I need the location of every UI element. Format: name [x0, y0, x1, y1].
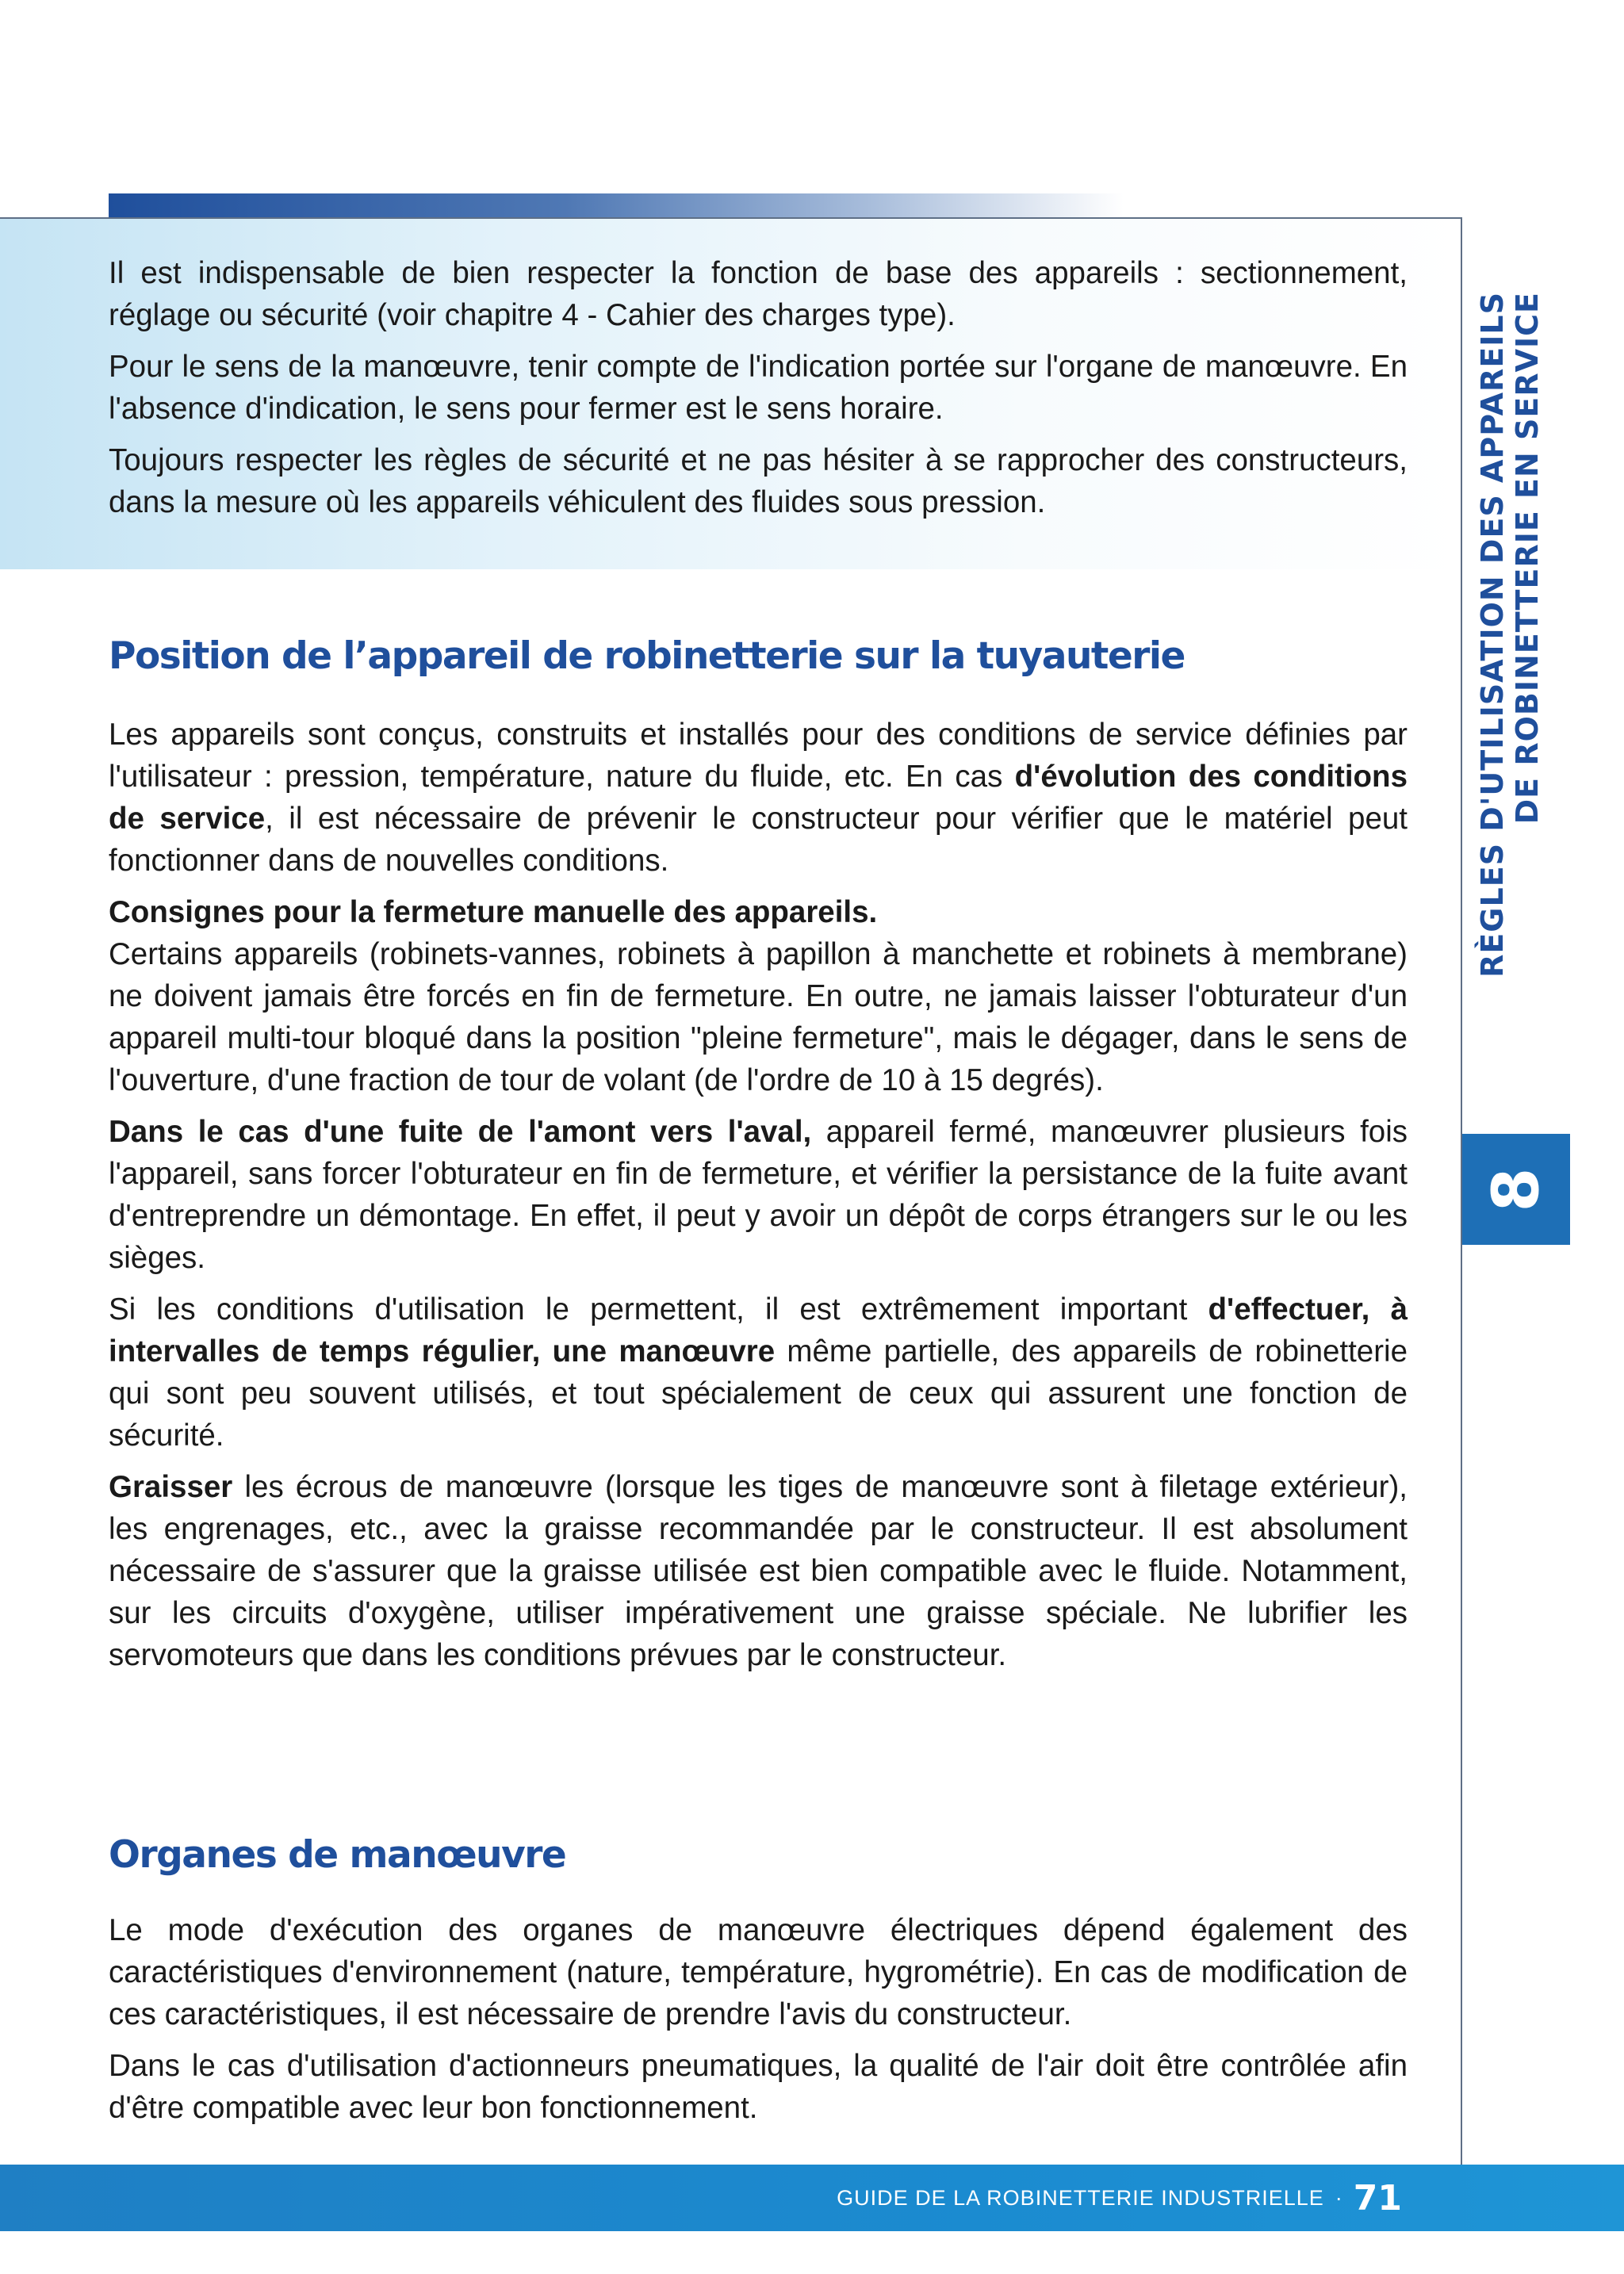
organes-paragraph-2: Dans le cas d'utilisation d'actionneurs pneumatiques, la qualité de l'air doit être contrôlée afin d'être compatible avec leur bon fonctionnement.	[109, 2049, 1408, 2125]
consignes-title: Consignes pour la fermeture manuelle des appareils.	[109, 895, 878, 929]
section-organes	[109, 1833, 1408, 1877]
footer-text	[837, 2165, 1402, 2231]
footer-bar	[0, 2165, 1624, 2231]
graisser-paragraph: Graisser les écrous de manœuvre (lorsque les tiges de manœuvre sont à filetage extérieur), les engrenages, etc., avec la graisse recommandée par le constructeur. Il est absolument nécessaire de s'assurer que la graisse utilisée est bien compatible avec le fluide. Notamment, sur les circuits d'oxygène, utiliser impérativement une graisse spéciale. Ne lubrifier les servomoteurs que dans les conditions prévues par le constructeur.	[109, 1470, 1408, 1672]
fuite-paragraph: Dans le cas d'une fuite de l'amont vers l'aval, appareil fermé, manœuvrer plusieurs fois l'appareil, sans forcer l'obturateur en fin de fermeture, et vérifier la persistance de la fuite avant d'entreprendre un démontage. En effet, il peut y avoir un dépôt de corps étrangers sur le ou les sièges.	[109, 1115, 1408, 1275]
chapter-tab	[1462, 1134, 1570, 1245]
footer-guide-label: GUIDE DE LA ROBINETTERIE INDUSTRIELLE	[837, 2185, 1324, 2210]
header-gradient-bar	[109, 193, 1124, 217]
section-heading-position: Position de l’appareil de robinetterie sur la tuyauterie	[109, 634, 1185, 678]
intro-text	[109, 252, 1408, 533]
page-number: 71	[1353, 2177, 1402, 2218]
consignes-paragraph: Certains appareils (robinets-vannes, robinets à papillon à manchette et robinets à membrane) ne doivent jamais être forcés en fin de fermeture. En outre, ne jamais laisser l'obturateur d'un appareil multi-tour bloqué dans la position "pleine fermeture", mais le dégager, dans le sens de l'ouverture, d'une fraction de tour de volant (de l'ordre de 10 à 15 degrés).	[109, 937, 1408, 1097]
section-organes-body	[109, 1909, 1408, 2138]
organes-paragraph-1: Le mode d'exécution des organes de manœuvre électriques dépend également des caractéristiques d'environnement (nature, température, hygrométrie). En cas de modification de ces caractéristiques, il est nécessaire de prendre l'avis du constructeur.	[109, 1913, 1408, 2031]
side-title-line-2: DE ROBINETTERIE EN SERVICE	[1510, 292, 1545, 825]
chapter-side-title	[1475, 292, 1545, 1101]
intro-paragraph-2: Pour le sens de la manœuvre, tenir compte de l'indication portée sur l'organe de manœuvre. En l'absence d'indication, le sens pour fermer est le sens horaire.	[109, 350, 1408, 426]
chapter-number: 8	[1479, 1167, 1553, 1212]
manoeuvre-paragraph: Si les conditions d'utilisation le permettent, il est extrêmement important d'effectuer, à intervalles de temps régulier, une manœuvre même partielle, des appareils de robinetterie qui sont peu souvent utilisés, et tout spécialement de ceux qui assurent une fonction de sécurité.	[109, 1292, 1408, 1453]
footer-separator: ·	[1335, 2185, 1342, 2210]
intro-paragraph-3: Toujours respecter les règles de sécurité et ne pas hésiter à se rapprocher des constructeurs, dans la mesure où les appareils véhiculent des fluides sous pression.	[109, 443, 1408, 519]
section-position-body	[109, 714, 1408, 1686]
side-title-line-1: RÈGLES D'UTILISATION DES APPAREILS	[1475, 292, 1510, 978]
intro-paragraph-1: Il est indispensable de bien respecter la fonction de base des appareils : sectionnement, réglage ou sécurité (voir chapitre 4 - Cahier des charges type).	[109, 256, 1408, 332]
conditions-paragraph: Les appareils sont conçus, construits et installés pour des conditions de service définies par l'utilisateur : pression, température, nature du fluide, etc. En cas d'évolution des conditions de service, il est nécessaire de prévenir le constructeur pour vérifier que le matériel peut fonctionner dans de nouvelles conditions.	[109, 718, 1408, 878]
section-position	[109, 634, 1408, 678]
section-heading-organes: Organes de manœuvre	[109, 1833, 566, 1877]
